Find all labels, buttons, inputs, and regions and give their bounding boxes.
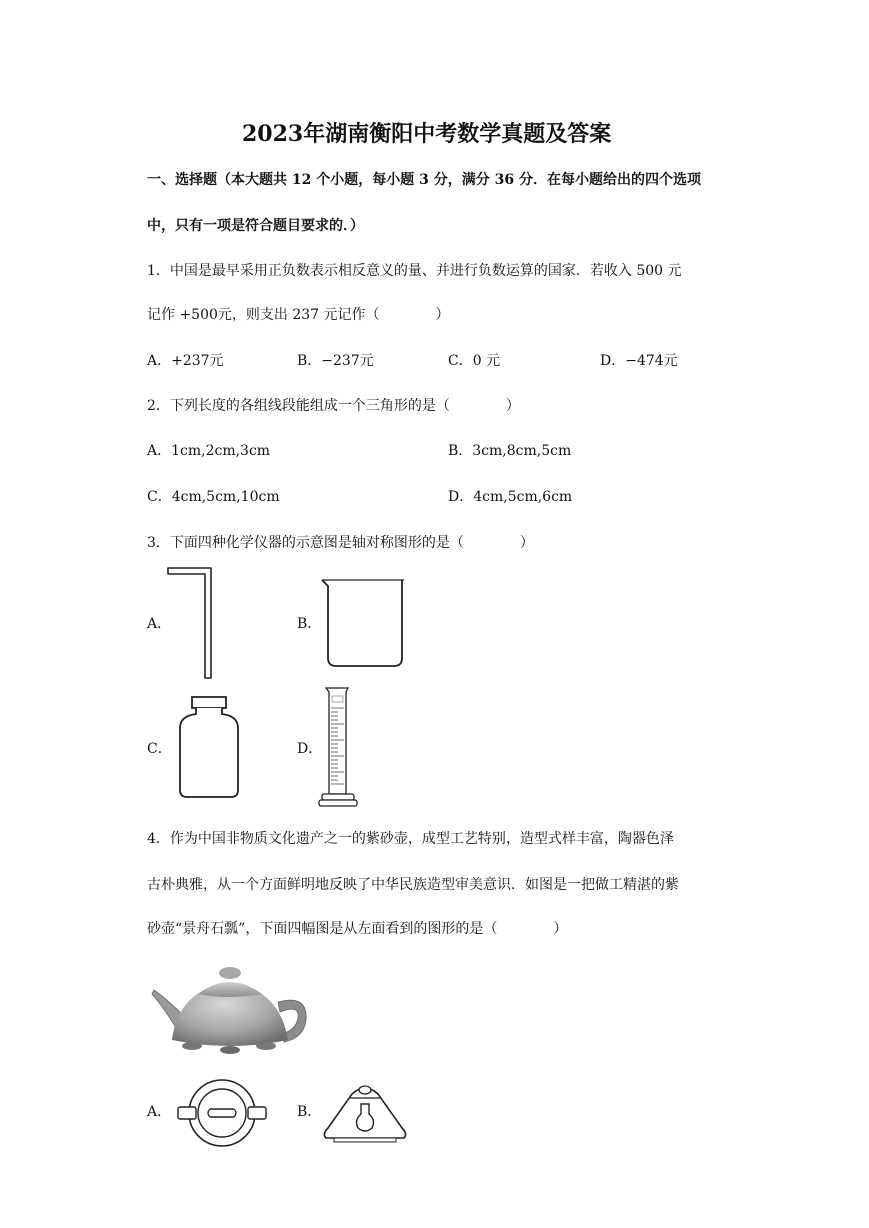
q3-option-b-label: B． xyxy=(297,616,322,632)
q1-option-b: B．−237元 xyxy=(297,353,374,369)
q3-stem: 3．下面四种化学仪器的示意图是轴对称图形的是（ ） xyxy=(147,535,534,551)
teapot-photo-icon xyxy=(148,960,312,1058)
q4-option-b-label: B． xyxy=(297,1104,322,1120)
q1-option-d: D．−474元 xyxy=(600,353,678,369)
q2-stem: 2．下列长度的各组线段能组成一个三角形的是（ ） xyxy=(147,398,520,414)
q1-stem-line1: 1．中国是最早采用正负数表示相反意义的量、并进行负数运算的国家．若收入 500 元 xyxy=(147,263,682,279)
q2-option-c: C．4cm,5cm,10cm xyxy=(147,489,280,505)
q4-stem-line2: 古朴典雅，从一个方面鲜明地反映了中华民族造型审美意识．如图是一把做工精湛的紫 xyxy=(147,877,679,893)
q1-option-a: A．+237元 xyxy=(147,353,224,369)
beaker-icon xyxy=(318,576,408,670)
reagent-bottle-icon xyxy=(176,694,242,800)
q2-option-d: D．4cm,5cm,6cm xyxy=(448,489,573,505)
section-heading-line2: 中，只有一项是符合题目要求的．） xyxy=(147,218,364,234)
q4-option-a-label: A． xyxy=(147,1104,172,1120)
bent-glass-tube-icon xyxy=(165,565,215,681)
section-heading-line1: 一、选择题（本大题共 12 个小题，每小题 3 分，满分 36 分．在每小题给出的四个选项 xyxy=(147,172,701,188)
graduated-cylinder-icon xyxy=(318,684,358,810)
teapot-view-a-icon xyxy=(174,1077,270,1149)
q4-stem-line1: 4．作为中国非物质文化遗产之一的紫砂壶，成型工艺特别，造型式样丰富，陶器色泽 xyxy=(147,831,674,847)
q3-option-c-label: C． xyxy=(147,741,172,757)
q1-option-c: C．0 元 xyxy=(448,353,501,369)
q1-stem-line2: 记作 +500元，则支出 237 元记作（ ） xyxy=(147,307,450,323)
teapot-view-b-icon xyxy=(320,1078,410,1144)
q2-option-b: B．3cm,8cm,5cm xyxy=(448,443,572,459)
q4-stem-line3: 砂壶“景舟石瓢”，下面四幅图是从左面看到的图形的是（ ） xyxy=(147,921,568,937)
q3-option-a-label: A． xyxy=(147,616,172,632)
q3-option-d-label: D． xyxy=(297,741,323,757)
page-title: 2023年湖南衡阳中考数学真题及答案 xyxy=(242,121,612,147)
q2-option-a: A．1cm,2cm,3cm xyxy=(147,443,271,459)
